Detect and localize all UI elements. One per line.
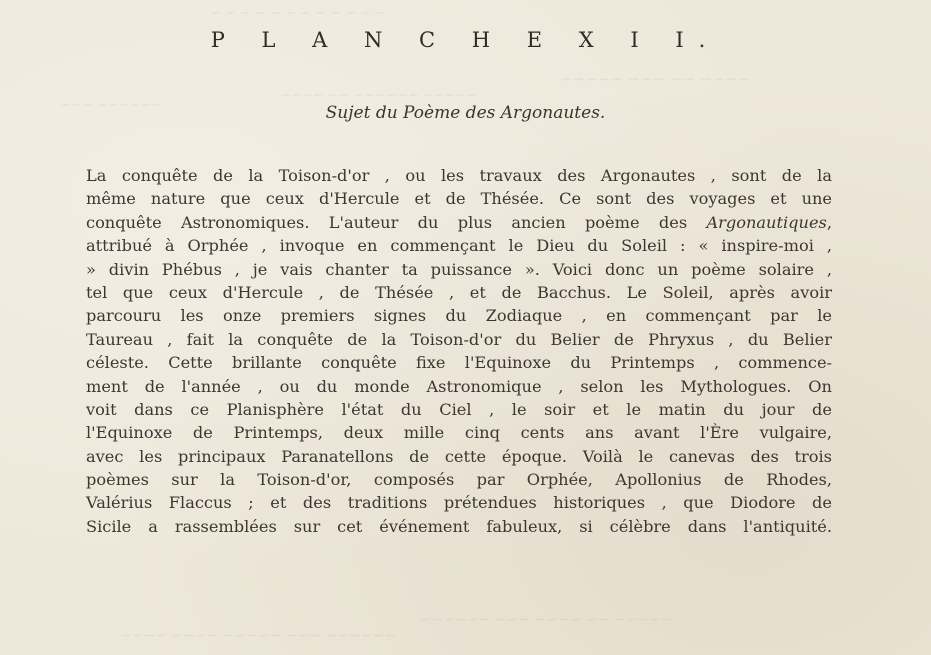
text-line: » divin Phébus , je vais chanter ta puissance ». Voici donc un poème solaire ,: [86, 259, 832, 279]
show-through-text: ~~~~~~ ~~~: [60, 98, 163, 113]
show-through-text: ~~~~~~ ~~~ ~~~~~ ~~~~ ~~~~: [120, 628, 396, 644]
text-line: attribué à Orphée , invoque en commençant le Dieu du Soleil : « inspire-moi ,: [86, 236, 832, 256]
text-line: Valérius Flaccus ; et des traditions prétendues historiques , que Diodore de: [86, 493, 832, 513]
text-line: céleste. Cette brillante conquête fixe l'Equinoxe du Printemps , commence-: [86, 353, 832, 373]
text-line: Taureau , fait la conquête de la Toison-d'or du Belier de Phryxus , du Belier: [86, 329, 832, 349]
show-through-text: ~~~~ ~~ ~~~ ~~~~~: [560, 70, 751, 88]
text-line: tel que ceux d'Hercule , de Thésée , et de Bacchus. Le Soleil, après avoir: [86, 282, 832, 302]
text-line: Sicile a rassemblées sur cet événement fabuleux, si célèbre dans l'antiquité.: [86, 516, 832, 536]
italic-title: Argonautiques: [706, 212, 827, 232]
show-through-text: ~~~~~ ~~ ~~~~ ~~~ ~~~~~~: [420, 612, 673, 628]
text-line: voit dans ce Planisphère l'état du Ciel , le soir et le matin du jour de: [86, 399, 832, 419]
text-line: [86, 211, 832, 234]
text-line: même nature que ceux d'Hercule et de Thésée. Ce sont des voyages et une: [86, 189, 832, 209]
text-line: parcouru les onze premiers signes du Zodiaque , en commençant par le: [86, 306, 832, 326]
body-paragraph: [86, 164, 832, 538]
show-through-text: ~ ~ ~ ~ ~ ~ ~ ~ ~ ~ ~ ~: [210, 6, 387, 21]
show-through-text: ~~~~~ ~~~~~~ ~~ ~~~~: [280, 88, 478, 103]
text-line: La conquête de la Toison-d'or , ou les travaux des Argonautes , sont de la: [86, 166, 832, 185]
text-line: avec les principaux Paranatellons de cette époque. Voilà le canevas des trois: [86, 446, 832, 466]
page-title: P L A N C H E X I I.: [210, 28, 721, 52]
text-line: ment de l'année , ou du monde Astronomique , selon les Mythologues. On: [86, 376, 832, 396]
text-segment: ,: [826, 212, 832, 232]
text-line: poèmes sur la Toison-d'or, composés par Orphée, Apollonius de Rhodes,: [86, 470, 832, 490]
page-subtitle: Sujet du Poème des Argonautes.: [325, 103, 606, 123]
text-segment: conquête Astronomiques. L'auteur du plus ancien poème des: [86, 212, 707, 232]
text-line: l'Equinoxe de Printemps, deux mille cinq cents ans avant l'Ère vulgaire,: [86, 423, 832, 443]
